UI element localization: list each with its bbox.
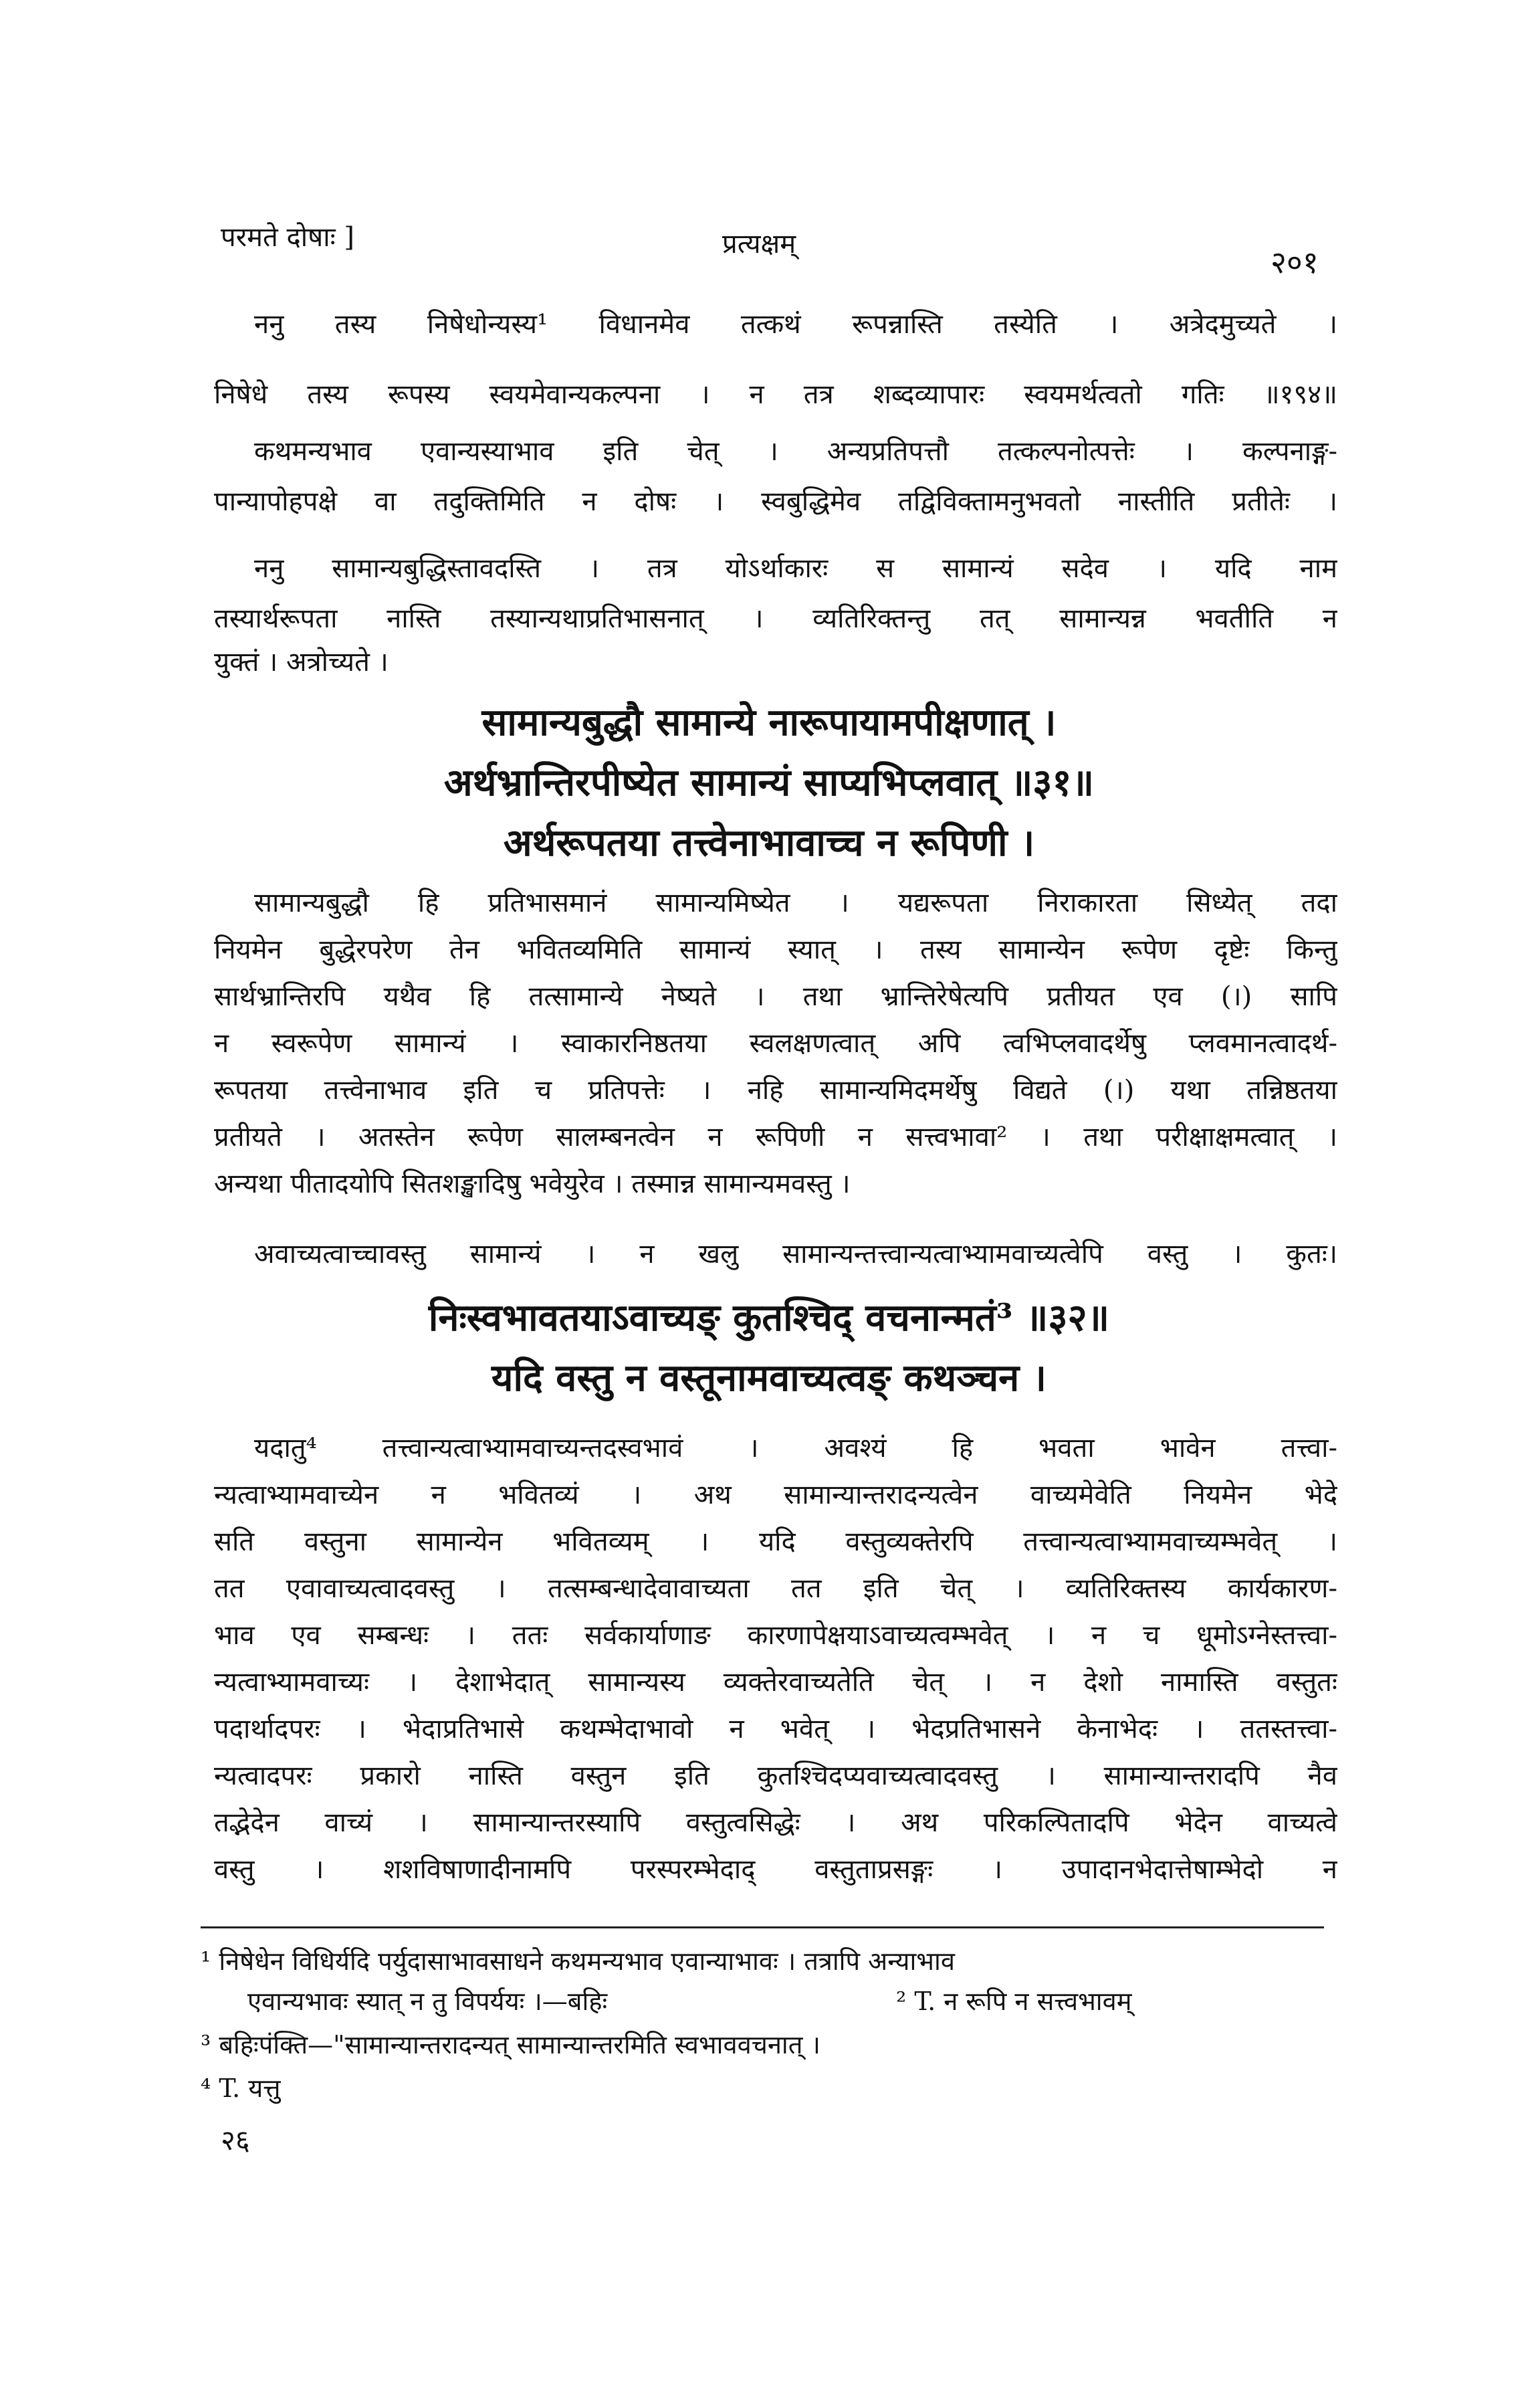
paragraph-line: भाव एव सम्बन्धः । ततः सर्वकार्याणाङ कारणापेक्षयाऽवाच्यत्वम्भवेत् । न च धूमोऽग्नेस्तत्त्वा-: [214, 1620, 1337, 1651]
paragraph-line: प्रतीयते । अतस्तेन रूपेण सालम्बनत्वेन न रूपिणी न सत्त्वभावा² । तथा परीक्षाक्षमत्वात् ।: [214, 1122, 1337, 1152]
verse-line: सामान्यबुद्धौ सामान्ये नारूपायामपीक्षणात् ।: [481, 700, 1057, 744]
paragraph-line: यदातु⁴ तत्त्वान्यत्वाभ्यामवाच्यन्तदस्वभावं । अवश्यं हि भवता भावेन तत्त्वा-: [254, 1433, 1337, 1464]
verse-line: अर्थभ्रान्तिरपीष्येत सामान्यं साप्यभिप्लवात् ॥३१॥: [443, 761, 1095, 805]
footnote-divider: [201, 1926, 1324, 1928]
page-number: २०१: [1271, 244, 1319, 280]
paragraph-line: सामान्यबुद्धौ हि प्रतिभासमानं सामान्यमिष्येत । यद्यरूपता निराकारता सिध्येत् तदा: [254, 888, 1337, 918]
paragraph-line: रूपतया तत्त्वेनाभाव इति च प्रतिपत्तेः । नहि सामान्यमिदमर्थेषु विद्यते (।) यथा तन्निष्ठतया: [214, 1075, 1337, 1106]
paragraph-line: सति वस्तुना सामान्येन भवितव्यम् । यदि वस्तुव्यक्तेरपि तत्त्वान्यत्वाभ्यामवाच्यम्भवेत् ।: [214, 1526, 1337, 1557]
paragraph-line: वस्तु । शशविषाणादीनामपि परस्परम्भेदाद् वस्तुताप्रसङ्गः । उपादानभेदात्तेषाम्भेदो न: [214, 1854, 1337, 1885]
footnote-2: ² T. न रूपि न सत्त्वभावम्: [896, 1987, 1132, 2016]
paragraph-line: अन्यथा पीतादयोपि सितशङ्खादिषु भवेयुरेव । तस्मान्न सामान्यमवस्तु ।: [214, 1169, 851, 1199]
intro-line: कथमन्यभाव एवान्यस्याभाव इति चेत् । अन्यप्रतिपत्तौ तत्कल्पनोत्पत्तेः । कल्पनाङ्ग-: [254, 436, 1337, 467]
verse-line: अर्थरूपतया तत्त्वेनाभावाच्च न रूपिणी ।: [503, 821, 1035, 865]
paragraph-line: पदार्थादपरः । भेदाप्रतिभासे कथम्भेदाभावो न भवेत् । भेदप्रतिभासने केनाभेदः । ततस्तत्त्वा-: [214, 1714, 1337, 1744]
intro-line: निषेधे तस्य रूपस्य स्वयमेवान्यकल्पना । न तत्र शब्दव्यापारः स्वयमर्थत्वतो गतिः ॥१९४॥: [214, 379, 1337, 410]
intro-line: पान्यापोहपक्षे वा तदुक्तिमिति न दोषः । स्वबुद्धिमेव तद्विविक्तामनुभवतो नास्तीति प्रतीतेः ।: [214, 486, 1337, 517]
paragraph-line: न्यत्वाभ्यामवाच्यः । देशाभेदात् सामान्यस्य व्यक्तेरवाच्यतेति चेत् । न देशो नामास्ति वस्तुतः: [214, 1667, 1337, 1698]
verse-line: निःस्वभावतयाऽवाच्यङ् कुतश्चिद् वचनान्मतं³ ॥३२॥: [428, 1296, 1110, 1340]
paragraph-line: न स्वरूपेण सामान्यं । स्वाकारनिष्ठतया स्वलक्षणत्वात् अपि त्वभिप्लवादर्थेषु प्लवमानत्वादर्थ-: [214, 1028, 1337, 1059]
intro-line: तस्यार्थरूपता नास्ति तस्यान्यथाप्रतिभासनात् । व्यतिरिक्तन्तु तत् सामान्यन्न भवतीति न: [214, 603, 1337, 634]
footnote-1-continued: एवान्यभावः स्यात् न तु विपर्ययः ।—बहिः: [247, 1987, 608, 2016]
intro-line: ननु तस्य निषेधोन्यस्य¹ विधानमेव तत्कथं रूपन्नास्ति तस्येति । अत्रेदमुच्यते ।: [254, 309, 1337, 340]
footnote-4: ⁴ T. यत्तु: [201, 2074, 281, 2103]
intro-line: ननु सामान्यबुद्धिस्तावदस्ति । तत्र योऽर्थाकारः स सामान्यं सदेव । यदि नाम: [254, 553, 1337, 584]
paragraph-line: तद्भेदेन वाच्यं । सामान्यान्तरस्यापि वस्तुत्वसिद्धेः । अथ परिकल्पितादपि भेदेन वाच्यत्वे: [214, 1807, 1337, 1838]
intro-line: युक्तं । अत्रोच्यते ।: [214, 647, 389, 678]
running-header-title: प्रत्यक्षम्: [722, 229, 796, 260]
running-header-left: परमते दोषाः ]: [221, 222, 354, 253]
paragraph-line: सार्थभ्रान्तिरपि यथैव हि तत्सामान्ये नेष्यते । तथा भ्रान्तिरेषेत्यपि प्रतीयत एव (।) सापि: [214, 981, 1337, 1012]
verse-line: यदि वस्तु न वस्तूनामवाच्यत्वङ् कथञ्चन ।: [491, 1356, 1047, 1400]
paragraph-line: नियमेन बुद्धेरपरेण तेन भवितव्यमिति सामान्यं स्यात् । तस्य सामान्येन रूपेण दृष्टेः किन्तु: [214, 934, 1337, 965]
footnote-1: ¹ निषेधेन विधिर्यदि पर्युदासाभावसाधने कथमन्यभाव एवान्याभावः । तत्रापि अन्याभाव: [201, 1946, 955, 1976]
footnote-3: ³ बहिःपंक्ति—"सामान्यान्तरादन्यत् सामान्यान्तरमिति स्वभाववचनात् ।: [201, 2030, 820, 2060]
paragraph-line: न्यत्वादपरः प्रकारो नास्ति वस्तुन इति कुतश्चिदप्यवाच्यत्वादवस्तु । सामान्यान्तरादपि नैव: [214, 1761, 1337, 1791]
paragraph-line: न्यत्वाभ्यामवाच्येन न भवितव्यं । अथ सामान्यान्तरादन्यत्वेन वाच्यमेवेति नियमेन भेदे: [214, 1480, 1337, 1510]
signature-mark: २६: [221, 2124, 250, 2156]
paragraph-line: तत एवावाच्यत्वादवस्तु । तत्सम्बन्धादेवावाच्यता तत इति चेत् । व्यतिरिक्तस्य कार्यकारण-: [214, 1573, 1337, 1604]
paragraph-line: अवाच्यत्वाच्चावस्तु सामान्यं । न खलु सामान्यन्तत्त्वान्यत्वाभ्यामवाच्यत्वेपि वस्तु । कुतः।: [254, 1239, 1337, 1270]
